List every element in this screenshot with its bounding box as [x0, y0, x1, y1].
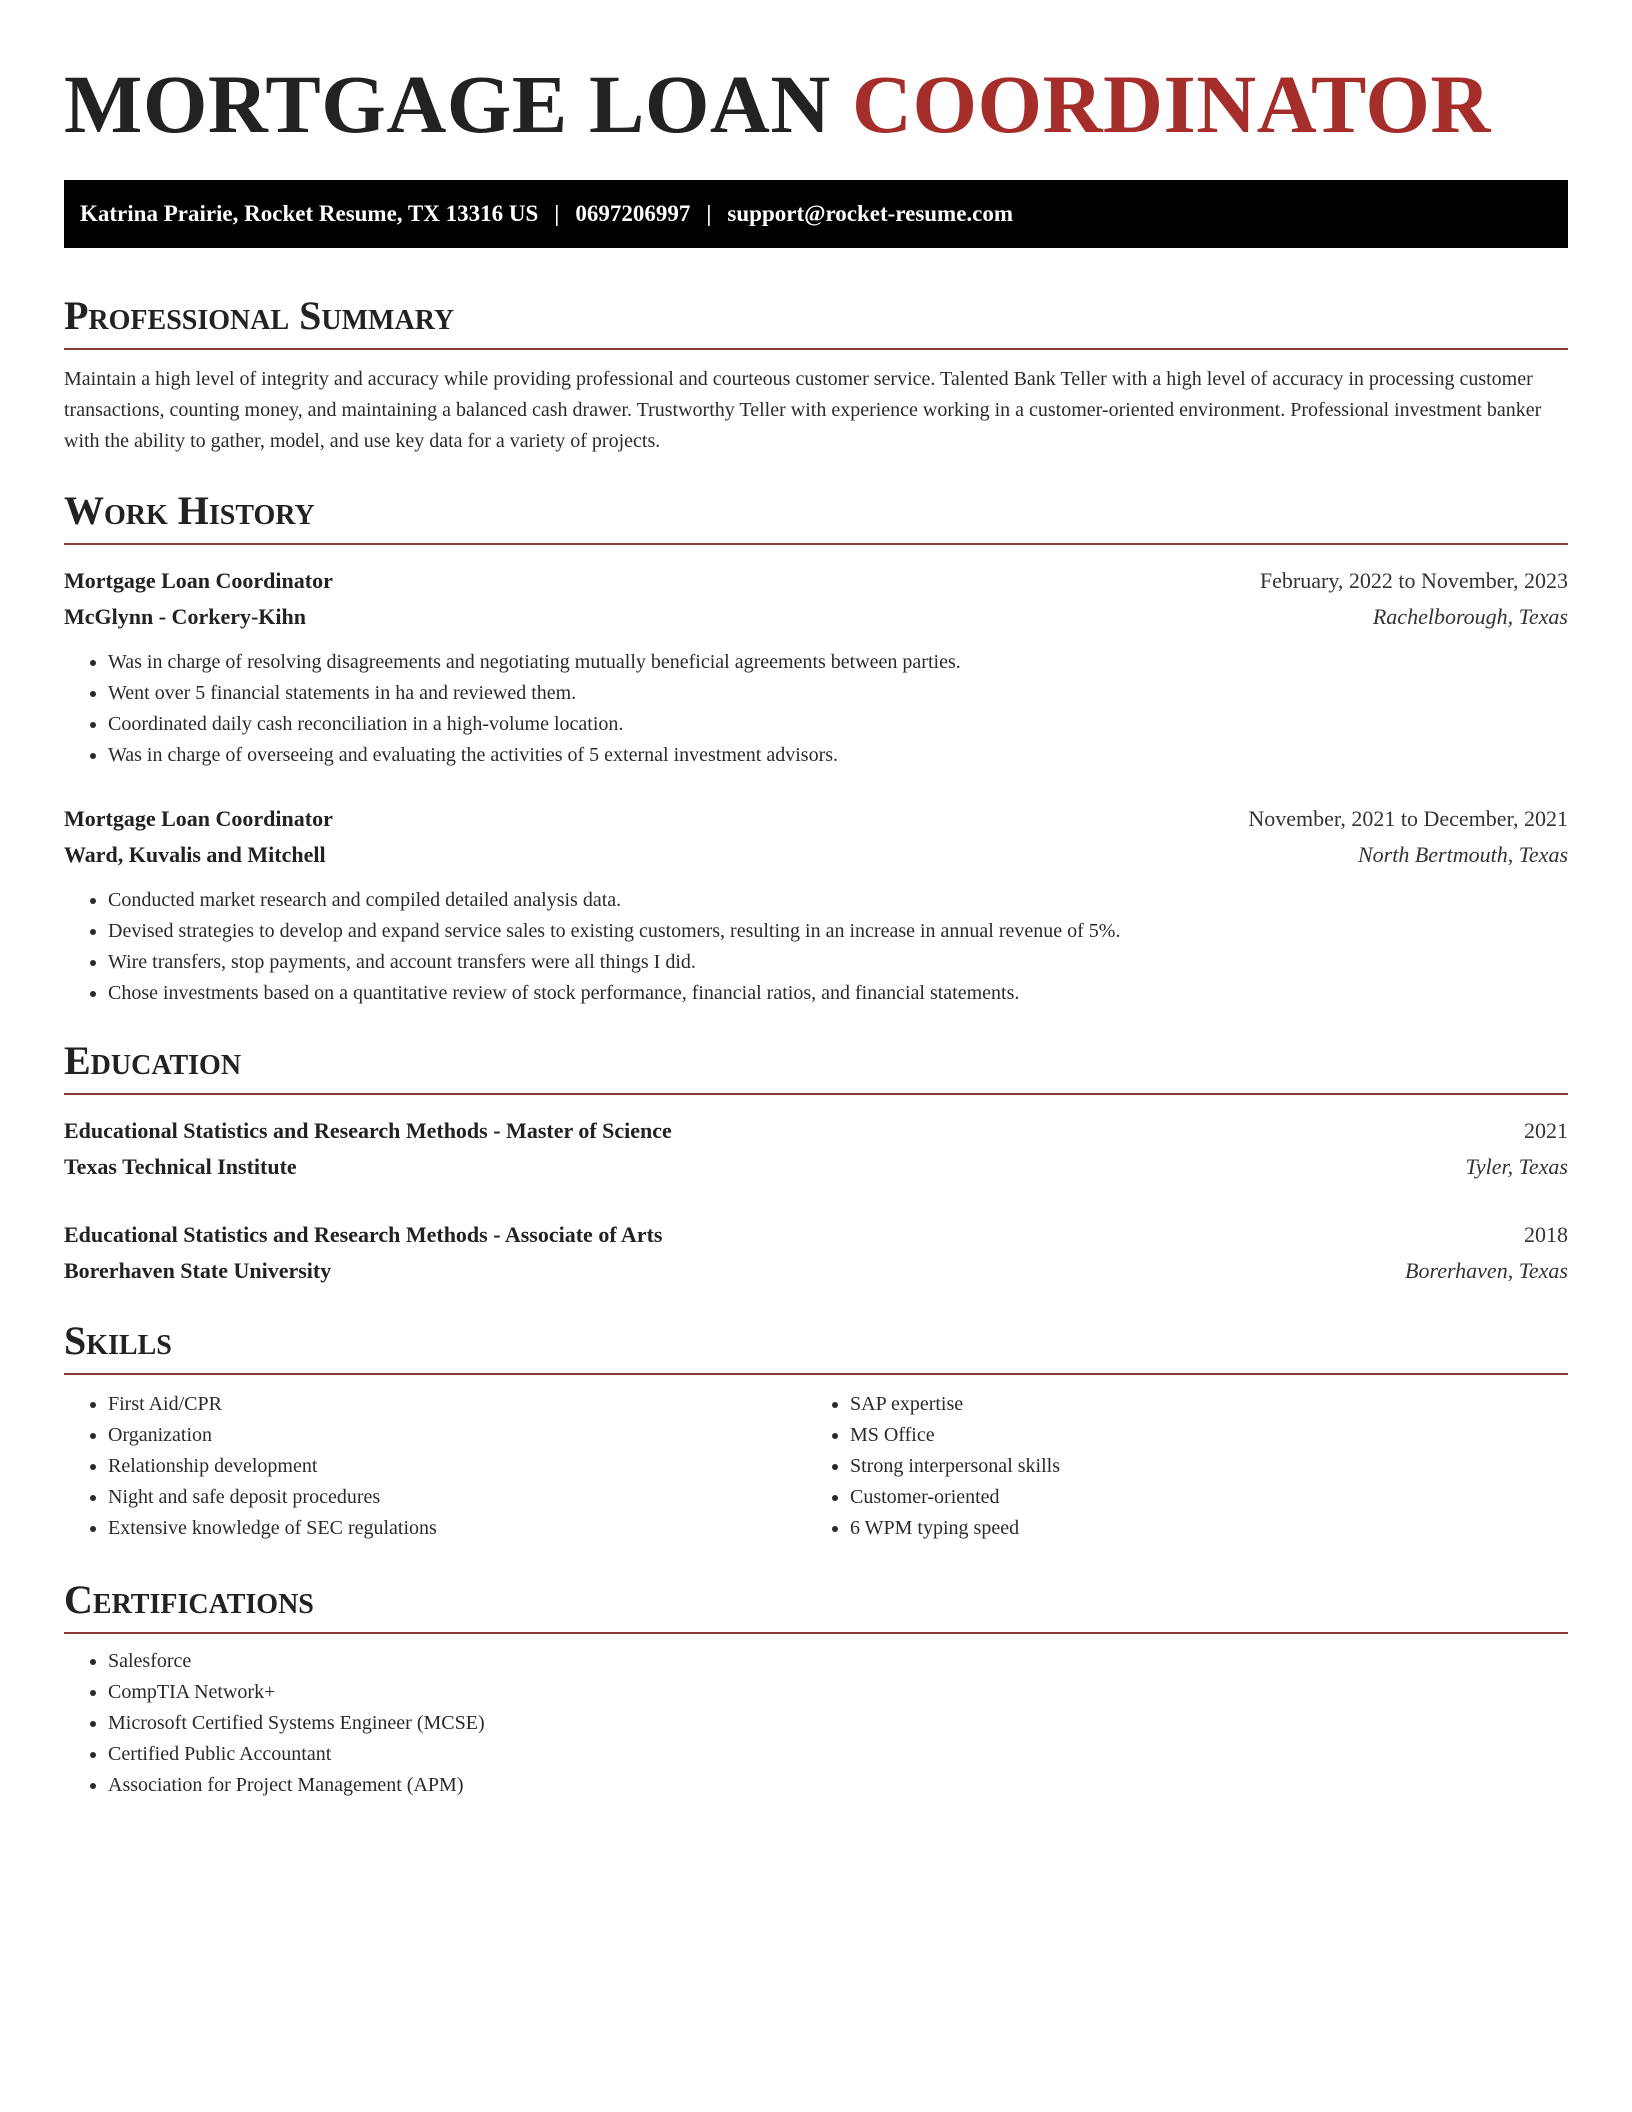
- skill-item: • Relationship development: [108, 1451, 806, 1482]
- certification-item: • Salesforce: [108, 1646, 1568, 1677]
- skills-heading: Skills: [64, 1317, 1568, 1375]
- education-degree: Educational Statistics and Research Methods - Associate of Arts: [64, 1222, 663, 1247]
- summary-text: Maintain a high level of integrity and accuracy while providing professional and courteous customer service. Talented Bank Teller with a high level of accuracy in processing customer transactions, counting money, and maintaining a balanced cash drawer. Trustworthy Teller with experience working in a customer-oriented environment. Professional investment banker with the ability to gather, model, and use key data for a variety of projects.: [64, 368, 1542, 452]
- skill-item: • Organization: [108, 1420, 806, 1451]
- job-bullets: [64, 647, 1568, 771]
- skill-item: • Strong interpersonal skills: [850, 1451, 1548, 1482]
- job-dates: February, 2022 to November, 2023: [1259, 568, 1568, 593]
- job-bullet: • Was in charge of resolving disagreements and negotiating mutually beneficial agreements between parties.: [108, 647, 1568, 678]
- job-bullets: [64, 885, 1568, 1009]
- job-bullet: • Wire transfers, stop payments, and account transfers were all things I did.: [108, 947, 1568, 978]
- title-accent: COORDINATOR: [852, 58, 1491, 150]
- contact-separator: |: [706, 201, 712, 226]
- job-company: McGlynn - Corkery-Kihn: [64, 604, 306, 629]
- education-year: 2018: [1524, 1222, 1568, 1247]
- skills-list-right: [806, 1389, 1548, 1544]
- job-bullet: • Chose investments based on a quantitative review of stock performance, financial ratios, and financial statements.: [108, 978, 1568, 1009]
- job-bullet: • Devised strategies to develop and expand service sales to existing customers, resulting in an increase in annual revenue of 5%.: [108, 916, 1568, 947]
- summary-heading: Professional Summary: [64, 292, 1568, 350]
- skill-item: • 6 WPM typing speed: [850, 1513, 1548, 1544]
- job-entry: [64, 801, 1568, 1009]
- certifications-list: [64, 1646, 1568, 1801]
- job-bullet: • Conducted market research and compiled detailed analysis data.: [108, 885, 1568, 916]
- job-entry: [64, 563, 1568, 771]
- contact-address: Katrina Prairie, Rocket Resume, TX 13316 US: [80, 201, 539, 226]
- job-location: Rachelborough, Texas: [1372, 604, 1568, 629]
- job-company-row: [64, 599, 1568, 635]
- education-degree: Educational Statistics and Research Methods - Master of Science: [64, 1118, 672, 1143]
- skills-list-left: [64, 1389, 806, 1544]
- resume-title: [64, 58, 1568, 150]
- job-dates: November, 2021 to December, 2021: [1248, 806, 1568, 831]
- education-degree-row: [64, 1217, 1568, 1253]
- job-title-row: [64, 563, 1568, 599]
- contact-phone: 0697206997: [575, 201, 691, 226]
- skill-item: • Extensive knowledge of SEC regulations: [108, 1513, 806, 1544]
- skills-columns: [64, 1389, 1568, 1544]
- job-bullet: • Coordinated daily cash reconciliation in a high-volume location.: [108, 709, 1568, 740]
- skill-item: • Night and safe deposit procedures: [108, 1482, 806, 1513]
- education-location: Borerhaven, Texas: [1405, 1258, 1568, 1283]
- job-location: North Bertmouth, Texas: [1357, 842, 1568, 867]
- job-title: Mortgage Loan Coordinator: [64, 568, 333, 593]
- job-title-row: [64, 801, 1568, 837]
- job-bullet: • Went over 5 financial statements in ha and reviewed them.: [108, 678, 1568, 709]
- education-entry: [64, 1113, 1568, 1185]
- certification-item: • CompTIA Network+: [108, 1677, 1568, 1708]
- education-school-row: [64, 1149, 1568, 1185]
- skill-item: • First Aid/CPR: [108, 1389, 806, 1420]
- education-degree-row: [64, 1113, 1568, 1149]
- contact-separator: |: [554, 201, 560, 226]
- certifications-heading: Certifications: [64, 1576, 1568, 1634]
- contact-email: support@rocket-resume.com: [727, 201, 1014, 226]
- education-school: Texas Technical Institute: [64, 1154, 297, 1179]
- education-entry: [64, 1217, 1568, 1289]
- education-school: Borerhaven State University: [64, 1258, 332, 1283]
- education-year: 2021: [1524, 1118, 1568, 1143]
- work-history-heading: Work History: [64, 487, 1568, 545]
- title-main: MORTGAGE LOAN: [64, 58, 831, 150]
- certification-item: • Association for Project Management (APM): [108, 1770, 1568, 1801]
- job-company: Ward, Kuvalis and Mitchell: [64, 842, 326, 867]
- education-location: Tyler, Texas: [1465, 1154, 1568, 1179]
- skill-item: • MS Office: [850, 1420, 1548, 1451]
- certification-item: • Certified Public Accountant: [108, 1739, 1568, 1770]
- job-company-row: [64, 837, 1568, 873]
- certification-item: • Microsoft Certified Systems Engineer (MCSE): [108, 1708, 1568, 1739]
- job-bullet: • Was in charge of overseeing and evaluating the activities of 5 external investment advisors.: [108, 740, 1568, 771]
- education-school-row: [64, 1253, 1568, 1289]
- skill-item: • SAP expertise: [850, 1389, 1548, 1420]
- skill-item: • Customer-oriented: [850, 1482, 1548, 1513]
- job-title: Mortgage Loan Coordinator: [64, 806, 333, 831]
- education-heading: Education: [64, 1037, 1568, 1095]
- contact-bar: [64, 180, 1568, 248]
